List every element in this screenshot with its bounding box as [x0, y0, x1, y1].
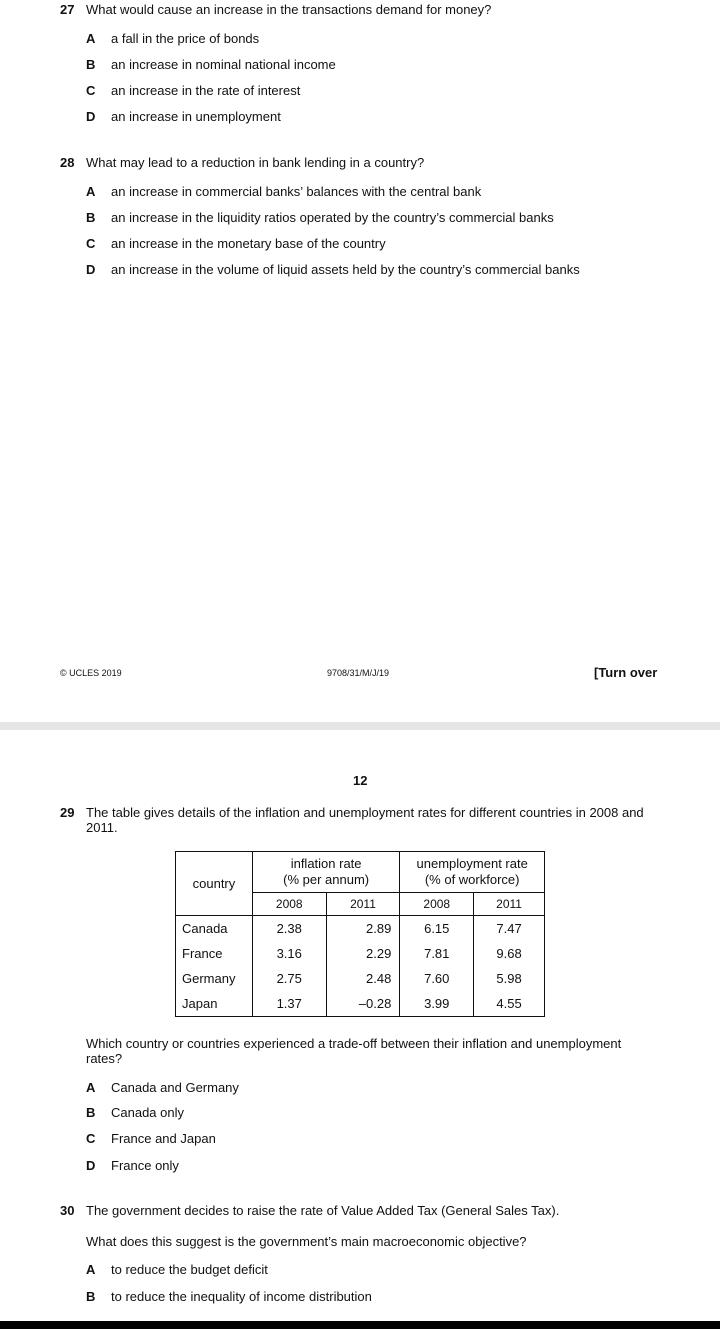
- row-country: Japan: [176, 991, 253, 1017]
- row-unemployment-2011: 9.68: [474, 941, 545, 966]
- year-inflation-2008: 2008: [252, 893, 326, 916]
- q28-option-c-letter: C: [86, 236, 96, 251]
- row-unemployment-2008: 3.99: [400, 991, 474, 1017]
- header-unemployment-line2: (% of workforce): [424, 872, 520, 887]
- q30-option-b-letter: B: [86, 1289, 96, 1304]
- q29-option-a-letter: A: [86, 1080, 96, 1095]
- q27-option-d-text: an increase in unemployment: [111, 109, 281, 124]
- q29-intro-line2: 2011.: [86, 820, 118, 835]
- row-country: Germany: [176, 966, 253, 991]
- header-unemployment: [400, 852, 545, 893]
- q28-option-a-text: an increase in commercial banks’ balances with the central bank: [111, 184, 482, 199]
- row-unemployment-2008: 7.81: [400, 941, 474, 966]
- header-inflation: [252, 852, 399, 893]
- page-separator: [0, 722, 720, 730]
- q28-number: 28: [60, 155, 75, 170]
- viewport-bottom-edge: [0, 1321, 720, 1329]
- q30-option-a-text: to reduce the budget deficit: [111, 1262, 268, 1277]
- year-inflation-2011: 2011: [326, 893, 400, 916]
- table-row: [176, 916, 545, 942]
- row-unemployment-2011: 5.98: [474, 966, 545, 991]
- q28-option-c-text: an increase in the monetary base of the country: [111, 236, 386, 251]
- q29-option-b-text: Canada only: [111, 1105, 184, 1120]
- q27-option-a-text: a fall in the price of bonds: [111, 31, 260, 46]
- table-row: [176, 991, 545, 1017]
- q28-option-d-text: an increase in the volume of liquid assets held by the country’s commercial banks: [111, 262, 580, 277]
- q29-option-c-text: France and Japan: [111, 1131, 216, 1146]
- q30-number: 30: [60, 1203, 75, 1218]
- q27-option-c-text: an increase in the rate of interest: [111, 83, 301, 98]
- row-inflation-2011: –0.28: [326, 991, 400, 1017]
- q30-question: What does this suggest is the government’s main macroeconomic objective?: [86, 1234, 527, 1249]
- footer-paper-code: 9708/31/M/J/19: [327, 668, 390, 678]
- q29-option-a-text: Canada and Germany: [111, 1080, 239, 1095]
- q29-option-b-letter: B: [86, 1105, 96, 1120]
- q27-option-b-letter: B: [86, 57, 96, 72]
- table-row: [176, 966, 545, 991]
- q28-option-d-letter: D: [86, 262, 96, 277]
- q27-number: 27: [60, 2, 75, 17]
- q28-option-b-letter: B: [86, 210, 96, 225]
- year-unemployment-2011: 2011: [474, 893, 545, 916]
- header-inflation-line2: (% per annum): [283, 872, 370, 887]
- q29-option-d-text: France only: [111, 1158, 179, 1173]
- q30-option-a-letter: A: [86, 1262, 96, 1277]
- row-unemployment-2011: 4.55: [474, 991, 545, 1017]
- q30-option-b-text: to reduce the inequality of income distribution: [111, 1289, 372, 1304]
- q29-question-line2: rates?: [86, 1051, 123, 1066]
- q27-option-b-text: an increase in nominal national income: [111, 57, 336, 72]
- q27-question: What would cause an increase in the transactions demand for money?: [86, 2, 492, 17]
- row-inflation-2011: 2.48: [326, 966, 400, 991]
- year-unemployment-2008: 2008: [400, 893, 474, 916]
- row-inflation-2011: 2.29: [326, 941, 400, 966]
- footer-turn-over: [Turn over: [594, 665, 658, 680]
- q29-intro-line1: The table gives details of the inflation and unemployment rates for different countries in 2008 and: [86, 805, 644, 820]
- row-unemployment-2008: 7.60: [400, 966, 474, 991]
- q30-intro: The government decides to raise the rate of Value Added Tax (General Sales Tax).: [86, 1203, 560, 1218]
- page-number: 12: [353, 773, 368, 788]
- header-unemployment-line1: unemployment rate: [416, 856, 528, 871]
- q27-option-d-letter: D: [86, 109, 96, 124]
- row-unemployment-2008: 6.15: [400, 916, 474, 942]
- table-row: [176, 941, 545, 966]
- q28-question: What may lead to a reduction in bank lending in a country?: [86, 155, 425, 170]
- q29-option-d-letter: D: [86, 1158, 96, 1173]
- header-country: country: [176, 852, 253, 916]
- q29-option-c-letter: C: [86, 1131, 96, 1146]
- footer-copyright: © UCLES 2019: [60, 668, 122, 678]
- row-country: France: [176, 941, 253, 966]
- row-inflation-2011: 2.89: [326, 916, 400, 942]
- q28-option-a-letter: A: [86, 184, 96, 199]
- q29-question-line1: Which country or countries experienced a trade-off between their inflation and unemployment: [86, 1036, 622, 1051]
- row-inflation-2008: 2.38: [252, 916, 326, 942]
- row-inflation-2008: 1.37: [252, 991, 326, 1017]
- row-inflation-2008: 2.75: [252, 966, 326, 991]
- header-inflation-line1: inflation rate: [290, 856, 362, 871]
- row-unemployment-2011: 7.47: [474, 916, 545, 942]
- row-inflation-2008: 3.16: [252, 941, 326, 966]
- q27-option-a-letter: A: [86, 31, 96, 46]
- q28-option-b-text: an increase in the liquidity ratios operated by the country’s commercial banks: [111, 210, 554, 225]
- q29-number: 29: [60, 805, 75, 820]
- q27-option-c-letter: C: [86, 83, 96, 98]
- row-country: Canada: [176, 916, 253, 942]
- rates-table: [175, 851, 545, 1017]
